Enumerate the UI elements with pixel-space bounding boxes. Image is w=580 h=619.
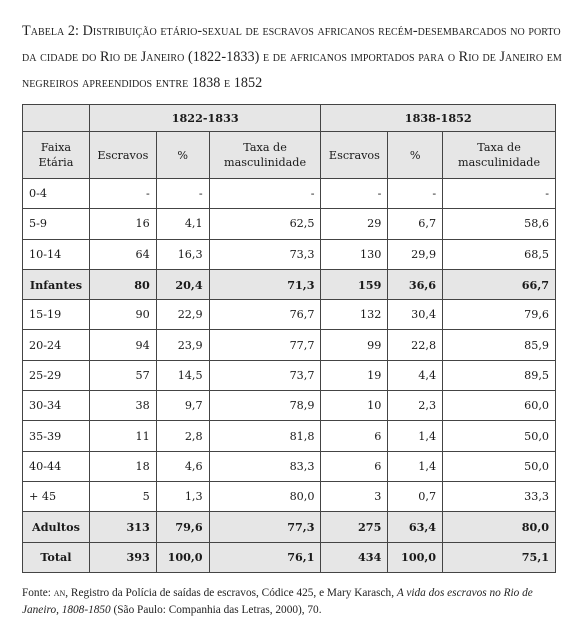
- row-label: 20-24: [23, 330, 90, 360]
- taxa-cell: 76,1: [209, 542, 321, 572]
- escravos-cell: 99: [321, 330, 388, 360]
- taxa-cell: 89,5: [443, 360, 556, 390]
- percent-cell: 2,3: [388, 391, 443, 421]
- escravos-cell: 6: [321, 421, 388, 451]
- taxa-cell: 33,3: [443, 481, 556, 511]
- percent-cell: 4,4: [388, 360, 443, 390]
- escravos-cell: 393: [89, 542, 156, 572]
- row-label: Adultos: [23, 512, 90, 542]
- escravos-cell: 275: [321, 512, 388, 542]
- escravos-cell: 434: [321, 542, 388, 572]
- table-caption: Tabela 2: Distribuição etário-sexual de escravos africanos recém-desembarcados no porto da cidade do Rio de Janeiro (1822-1833) e de africanos importados para o Rio de Janeiro em negreiros apreendidos entre 1838 e 1852: [22, 23, 562, 91]
- empty-corner-cell: [23, 105, 90, 132]
- table-row: [23, 239, 556, 269]
- percent-cell: 4,1: [156, 209, 209, 239]
- col-header-faixa-etaria: Faixa Etária: [23, 132, 90, 179]
- taxa-cell: 71,3: [209, 269, 321, 299]
- taxa-cell: 81,8: [209, 421, 321, 451]
- col-header-taxa-2: Taxa de masculinidade: [443, 132, 556, 179]
- taxa-cell: 73,3: [209, 239, 321, 269]
- percent-cell: 16,3: [156, 239, 209, 269]
- escravos-cell: 19: [321, 360, 388, 390]
- escravos-cell: 130: [321, 239, 388, 269]
- percent-cell: 1,4: [388, 421, 443, 451]
- source-text-1: , Registro da Polícia de saídas de escravos, Códice 425, e Mary Karasch,: [65, 586, 397, 599]
- taxa-cell: 50,0: [443, 421, 556, 451]
- escravos-cell: 57: [89, 360, 156, 390]
- escravos-cell: 18: [89, 451, 156, 481]
- col-header-percent-1: %: [156, 132, 209, 179]
- taxa-cell: -: [443, 179, 556, 209]
- percent-cell: 14,5: [156, 360, 209, 390]
- percent-cell: 30,4: [388, 300, 443, 330]
- taxa-cell: 58,6: [443, 209, 556, 239]
- percent-cell: 0,7: [388, 481, 443, 511]
- escravos-cell: 16: [89, 209, 156, 239]
- subtotal-row: [23, 542, 556, 572]
- escravos-cell: 159: [321, 269, 388, 299]
- row-label: Infantes: [23, 269, 90, 299]
- table-row: [23, 451, 556, 481]
- data-table: [22, 104, 556, 573]
- percent-cell: 100,0: [156, 542, 209, 572]
- percent-cell: 1,4: [388, 451, 443, 481]
- percent-cell: 22,9: [156, 300, 209, 330]
- percent-cell: 6,7: [388, 209, 443, 239]
- percent-cell: 36,6: [388, 269, 443, 299]
- escravos-cell: 10: [321, 391, 388, 421]
- percent-cell: 63,4: [388, 512, 443, 542]
- percent-cell: 100,0: [388, 542, 443, 572]
- escravos-cell: 11: [89, 421, 156, 451]
- escravos-cell: 6: [321, 451, 388, 481]
- escravos-cell: 313: [89, 512, 156, 542]
- table-row: [23, 391, 556, 421]
- percent-cell: -: [388, 179, 443, 209]
- taxa-cell: 66,7: [443, 269, 556, 299]
- taxa-cell: 77,3: [209, 512, 321, 542]
- period-header-1822-1833: 1822-1833: [89, 105, 321, 132]
- row-label: 40-44: [23, 451, 90, 481]
- subtotal-row: [23, 512, 556, 542]
- percent-cell: 79,6: [156, 512, 209, 542]
- percent-cell: 20,4: [156, 269, 209, 299]
- taxa-cell: 75,1: [443, 542, 556, 572]
- taxa-cell: 68,5: [443, 239, 556, 269]
- percent-cell: 22,8: [388, 330, 443, 360]
- escravos-cell: 38: [89, 391, 156, 421]
- taxa-cell: 77,7: [209, 330, 321, 360]
- taxa-cell: 80,0: [209, 481, 321, 511]
- source-prefix: Fonte:: [22, 586, 54, 599]
- source-note: [22, 585, 562, 619]
- escravos-cell: 29: [321, 209, 388, 239]
- percent-cell: 4,6: [156, 451, 209, 481]
- row-label: Total: [23, 542, 90, 572]
- escravos-cell: 64: [89, 239, 156, 269]
- source-abbrev: an: [53, 586, 66, 599]
- taxa-cell: 80,0: [443, 512, 556, 542]
- percent-cell: 29,9: [388, 239, 443, 269]
- percent-cell: 9,7: [156, 391, 209, 421]
- col-header-taxa-1: Taxa de masculinidade: [209, 132, 321, 179]
- table-body: [23, 179, 556, 573]
- taxa-cell: 50,0: [443, 451, 556, 481]
- escravos-cell: 94: [89, 330, 156, 360]
- source-text-2: (São Paulo: Companhia das Letras, 2000), 70.: [110, 603, 322, 616]
- escravos-cell: -: [89, 179, 156, 209]
- row-label: 5-9: [23, 209, 90, 239]
- escravos-cell: -: [321, 179, 388, 209]
- percent-cell: -: [156, 179, 209, 209]
- escravos-cell: 90: [89, 300, 156, 330]
- percent-cell: 23,9: [156, 330, 209, 360]
- escravos-cell: 3: [321, 481, 388, 511]
- taxa-cell: 62,5: [209, 209, 321, 239]
- escravos-cell: 132: [321, 300, 388, 330]
- row-label: 25-29: [23, 360, 90, 390]
- taxa-cell: 85,9: [443, 330, 556, 360]
- table-row: [23, 330, 556, 360]
- col-header-escravos-2: Escravos: [321, 132, 388, 179]
- row-label: 15-19: [23, 300, 90, 330]
- row-label: 10-14: [23, 239, 90, 269]
- taxa-cell: -: [209, 179, 321, 209]
- taxa-cell: 60,0: [443, 391, 556, 421]
- table-row: [23, 360, 556, 390]
- taxa-cell: 76,7: [209, 300, 321, 330]
- period-header-1838-1852: 1838-1852: [321, 105, 556, 132]
- row-label: 30-34: [23, 391, 90, 421]
- col-header-percent-2: %: [388, 132, 443, 179]
- period-header-row: [23, 105, 556, 132]
- taxa-cell: 83,3: [209, 451, 321, 481]
- table-row: [23, 481, 556, 511]
- col-header-escravos-1: Escravos: [89, 132, 156, 179]
- table-row: [23, 300, 556, 330]
- row-label: 0-4: [23, 179, 90, 209]
- source-book-title: A vida dos escravos no Rio de Janeiro, 1808-1850: [22, 586, 533, 616]
- percent-cell: 2,8: [156, 421, 209, 451]
- subtotal-row: [23, 269, 556, 299]
- column-header-row: [23, 132, 556, 179]
- taxa-cell: 79,6: [443, 300, 556, 330]
- row-label: 35-39: [23, 421, 90, 451]
- row-label: + 45: [23, 481, 90, 511]
- table-row: [23, 421, 556, 451]
- table-row: [23, 179, 556, 209]
- escravos-cell: 5: [89, 481, 156, 511]
- table-row: [23, 209, 556, 239]
- percent-cell: 1,3: [156, 481, 209, 511]
- taxa-cell: 78,9: [209, 391, 321, 421]
- taxa-cell: 73,7: [209, 360, 321, 390]
- escravos-cell: 80: [89, 269, 156, 299]
